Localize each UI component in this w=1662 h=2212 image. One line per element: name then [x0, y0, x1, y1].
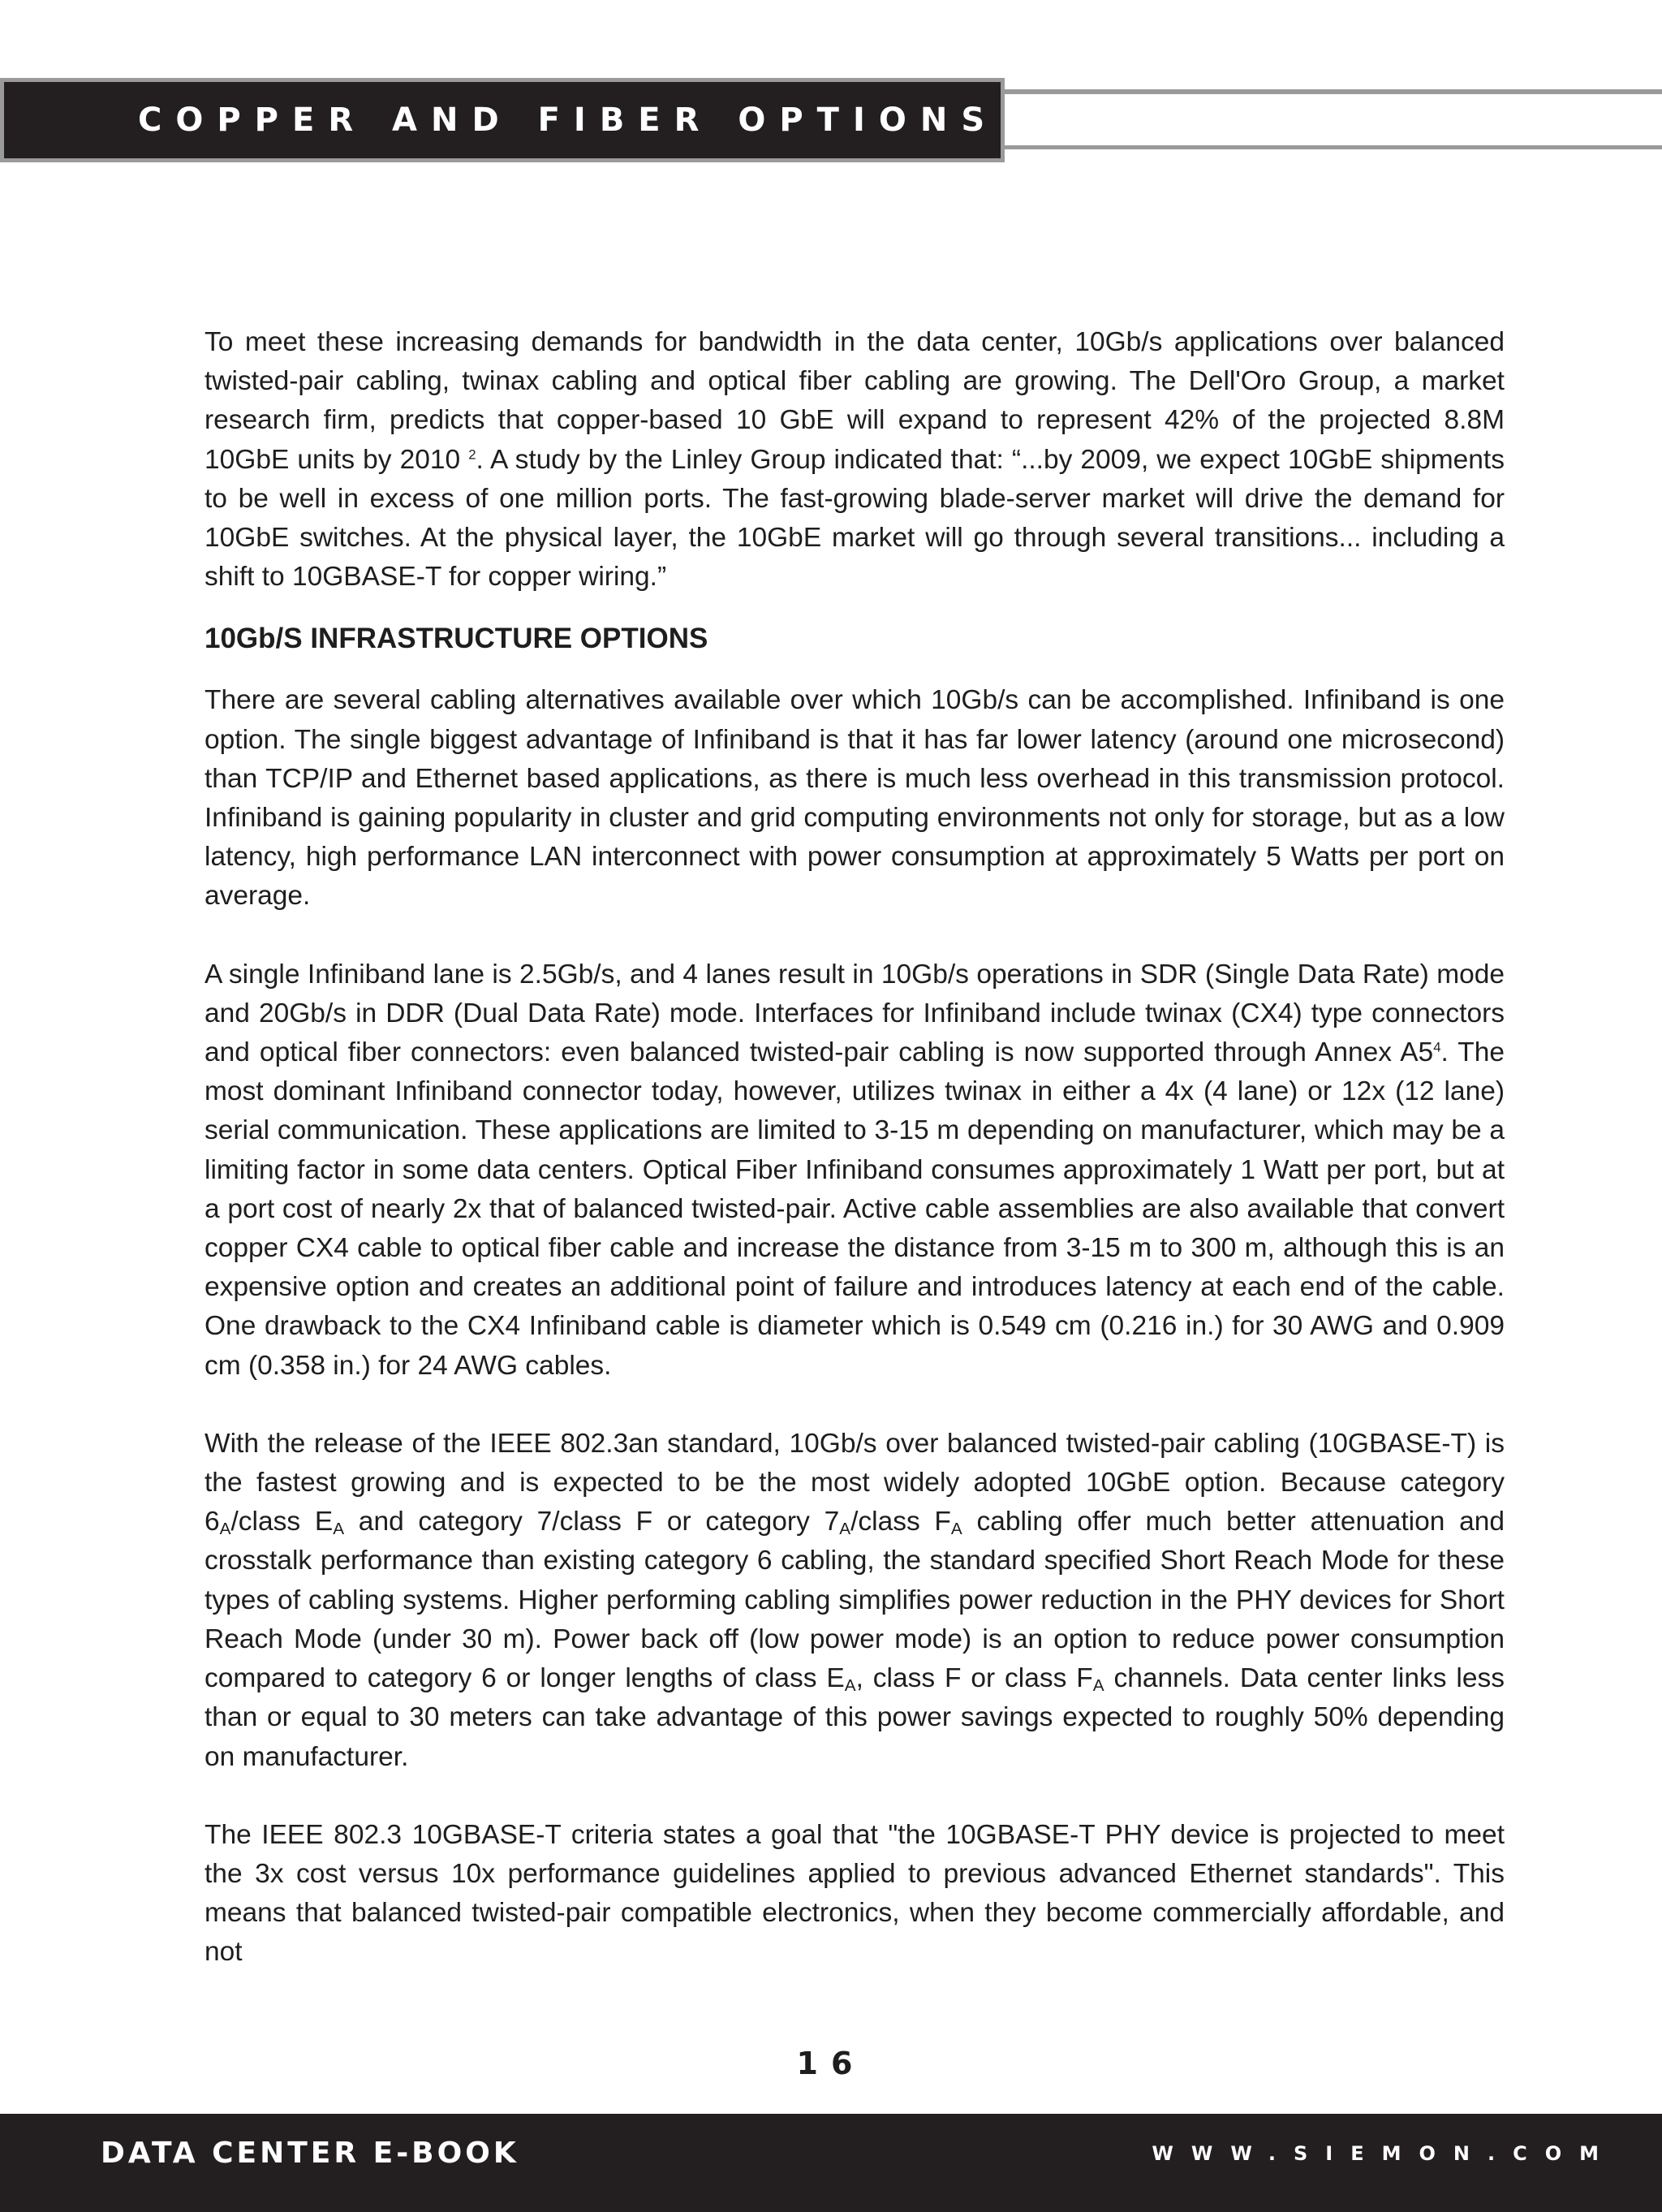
paragraph-ieee-criteria: The IEEE 802.3 10GBASE-T criteria states a goal that "the 10GBASE-T PHY device is projected to meet the 3x cost versus 10x performance guidelines applied to previous advanced Ethernet standards". This means that balanced twisted-pair compatible electronics, when they become commercially affordable, and not: [205, 1819, 1505, 1968]
section-heading: 10Gb/S INFRASTRUCTURE OPTIONS: [205, 623, 708, 655]
section-header-bar: [0, 78, 1005, 162]
footnote-ref-4: 4: [1433, 1039, 1441, 1055]
footnote-ref-2: 2: [468, 446, 476, 462]
header-rule-bottom: [1005, 145, 1662, 149]
paragraph-10gbase-t: With the release of the IEEE 802.3an standard, 10Gb/s over balanced twisted-pair cabling (10GBASE-T) is the fastest growing and is expected to be the most widely adopted 10GbE option. Because category $6_A$/class $E_A$ and category 7/class F or category $7_A$/class $F_A$ cabling offer much better attenuation and crosstalk performance than existing category 6 cabling, the standard specified Short Reach Mode for these types of cabling systems. Higher performing cabling simplifies power reduction in the PHY devices for Short Reach Mode (under 30 m). Power back off (low power mode) is an option to reduce power consumption compared to category 6 or longer lengths of class $E_A$, class F or class $F_A$ channels. Data center links less than or equal to 30 meters can take advantage of this power savings expected to roughly 50% depending on manufacturer.: [205, 1428, 1505, 1772]
paragraph-infiniband-lanes: A single Infiniband lane is 2.5Gb/s, and 4 lanes result in 10Gb/s operations in SDR (Single Data Rate) mode and 20Gb/s in DDR (Dual Data Rate) mode. Interfaces for Infiniband include twinax (CX4) type connectors and optical fiber connectors: even balanced twisted-pair cabling is now supported through Annex $A5^4$. The most dominant Infiniband connector today, however, utilizes twinax in either a 4x (4 lane) or 12x (12 lane) serial communication. These applications are limited to 3-15 m depending on manufacturer, which may be a limiting factor in some data centers. Optical Fiber Infiniband consumes approximately 1 Watt per port, but at a port cost of nearly 2x that of balanced twisted-pair. Active cable assemblies are also available that convert copper CX4 cable to optical fiber cable and increase the distance from 3-15 m to 300 m, although this is an expensive option and creates an additional point of failure and introduces latency at each end of the cable. One drawback to the CX4 Infiniband cable is diameter which is 0.549 cm (0.216 in.) for 30 AWG and 0.909 cm (0.358 in.) for 24 AWG cables.: [205, 959, 1505, 1381]
header-rule-top: [1005, 89, 1662, 94]
page-number: 16: [796, 2046, 866, 2081]
footer-bar: [0, 2114, 1662, 2212]
footer-ebook-title: DATA CENTER E-BOOK: [101, 2137, 519, 2170]
body-content: [205, 323, 1505, 1973]
paragraph-intro: To meet these increasing demands for bandwidth in the data center, 10Gb/s applications over balanced twisted-pair cabling, twinax cabling and optical fiber cabling are growing. The Dell'Oro Group, a market research firm, predicts that copper-based 10 GbE will expand to represent 42% of the projected 8.8M 10GbE units by 2010 $^2$. A study by the Linley Group indicated that: “...by 2009, we expect 10GbE shipments to be well in excess of one million ports. The fast-growing blade-server market will drive the demand for 10GbE switches. At the physical layer, the 10GbE market will go through several transitions... including a shift to 10GBASE-T for copper wiring.”: [205, 327, 1505, 593]
footer-website-link[interactable]: WWW.SIEMON.COM: [1152, 2142, 1617, 2165]
paragraph-infiniband: There are several cabling alternatives available over which 10Gb/s can be accomplished. Infiniband is one option. The single biggest advantage of Infiniband is that it has far lower latency (around one microsecond) than TCP/IP and Ethernet based applications, as there is much less overhead in this transmission protocol. Infiniband is gaining popularity in cluster and grid computing environments not only for storage, but as a low latency, high performance LAN interconnect with power consumption at approximately 5 Watts per port on average.: [205, 685, 1505, 912]
section-title: COPPER AND FIBER OPTIONS: [138, 101, 999, 139]
